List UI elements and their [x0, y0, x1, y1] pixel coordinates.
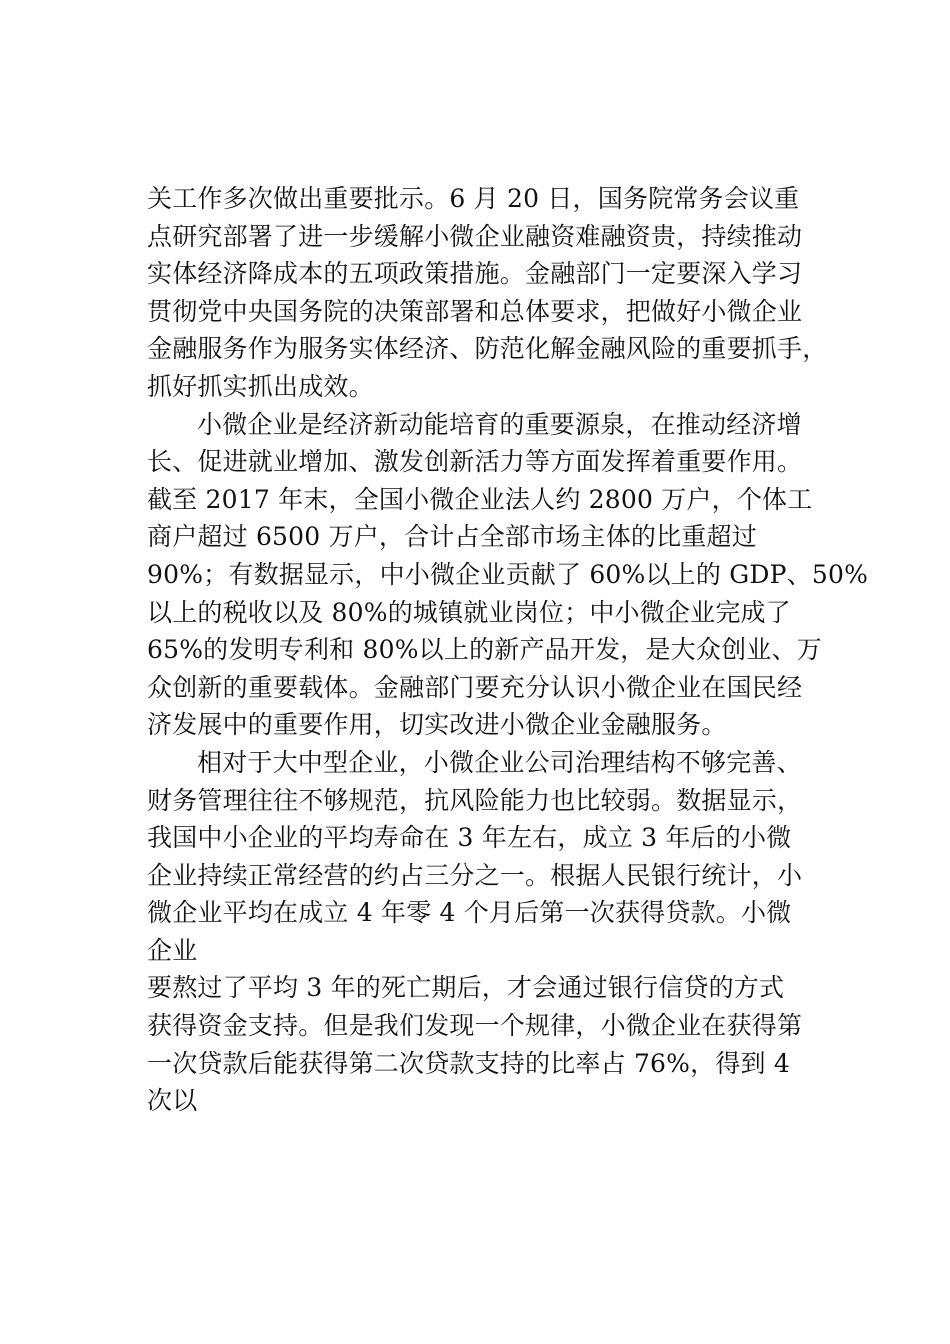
text-line: 一次贷款后能获得第二次贷款支持的比率占 76%，得到 4 — [147, 1048, 790, 1078]
text-line: 要熬过了平均 3 年的死亡期后，才会通过银行信贷的方式 — [147, 973, 785, 1003]
paragraph-start-line: 相对于大中型企业，小微企业公司治理结构不够完善、 — [197, 747, 802, 777]
text-line: 90%；有数据显示，中小微企业贡献了 60%以上的 GDP、50% — [147, 559, 869, 589]
text-line: 众创新的重要载体。金融部门要充分认识小微企业在国民经 — [147, 672, 803, 702]
text-line: 截至 2017 年末，全国小微企业法人约 2800 万户，个体工 — [147, 484, 813, 514]
text-line: 65%的发明专利和 80%以上的新产品开发，是大众创业、万 — [147, 635, 822, 665]
text-line: 关工作多次做出重要批示。6 月 20 日，国务院常务会议重 — [147, 184, 800, 213]
text-line: 商户超过 6500 万户，合计占全部市场主体的比重超过 — [147, 522, 757, 552]
text-line: 抓好抓实抓出成效。 — [147, 371, 374, 401]
paragraph-start-line: 小微企业是经济新动能培育的重要源泉，在推动经济增 — [197, 409, 802, 439]
text-line: 我国中小企业的平均寿命在 3 年左右，成立 3 年后的小微 — [147, 823, 792, 853]
text-line: 企业持续正常经营的约占三分之一。根据人民银行统计，小 — [147, 860, 803, 890]
text-line: 实体经济降成本的五项政策措施。金融部门一定要深入学习 — [147, 259, 803, 289]
text-line: 以上的税收以及 80%的城镇就业岗位；中小微企业完成了 — [147, 597, 791, 627]
text-line: 长、促进就业增加、激发创新活力等方面发挥着重要作用。 — [147, 447, 803, 477]
text-line: 金融服务作为服务实体经济、防范化解金融风险的重要抓手， — [147, 334, 828, 364]
text-line: 获得资金支持。但是我们发现一个规律，小微企业在获得第 — [147, 1011, 803, 1041]
text-line: 济发展中的重要作用，切实改进小微企业金融服务。 — [147, 710, 727, 740]
text-line: 贯彻党中央国务院的决策部署和总体要求，把做好小微企业 — [147, 296, 803, 326]
text-line: 次以 — [147, 1086, 198, 1116]
document-page — [147, 180, 869, 1120]
text-line: 微企业平均在成立 4 年零 4 个月后第一次获得贷款。小微 — [147, 898, 792, 928]
text-line: 企业 — [147, 935, 198, 965]
text-line: 财务管理往往不够规范，抗风险能力也比较弱。数据显示， — [147, 785, 803, 815]
text-line: 点研究部署了进一步缓解小微企业融资难融资贵，持续推动 — [147, 221, 803, 251]
